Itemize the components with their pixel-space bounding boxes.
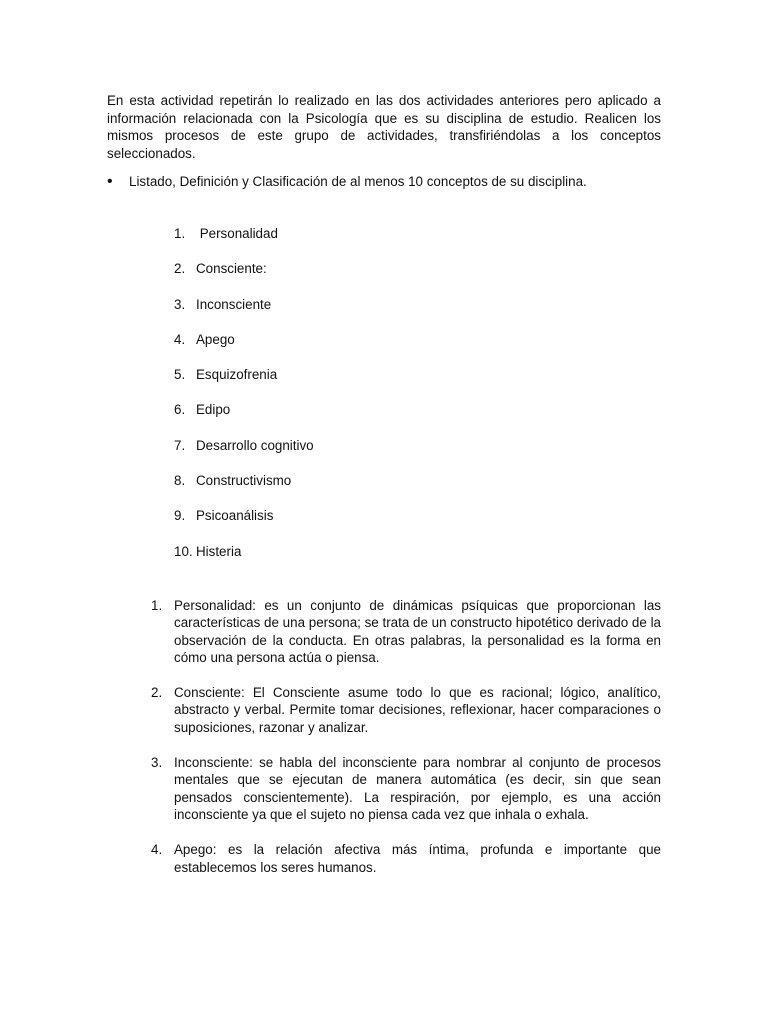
concept-item [174, 472, 314, 507]
concept-number: 4. [174, 331, 186, 347]
concept-label: Consciente: [196, 261, 267, 277]
concept-number: 2. [174, 261, 186, 277]
concept-label: Constructivismo [196, 473, 292, 489]
concept-item [174, 296, 314, 331]
concept-label: Psicoanálisis [196, 508, 274, 524]
concept-number: 6. [174, 402, 186, 418]
concept-label: Inconsciente [196, 296, 272, 312]
concept-number: 7. [174, 437, 186, 453]
concept-item [174, 260, 314, 295]
concept-number: 10. [174, 543, 193, 559]
bullet-item [107, 173, 667, 191]
concept-label: Esquizofrenia [196, 367, 278, 383]
concept-item [174, 366, 314, 401]
concept-item [174, 225, 314, 260]
definition-list [151, 597, 661, 894]
concept-number: 9. [174, 508, 186, 524]
concept-item [174, 437, 314, 472]
concept-label: Edipo [196, 402, 231, 418]
definition-number: 2. [151, 685, 163, 701]
definition-item [151, 754, 661, 823]
concept-item [174, 331, 314, 366]
concept-list [174, 225, 314, 578]
bullet-text: Listado, Definición y Clasificación de al menos 10 conceptos de su disciplina. [129, 174, 587, 189]
concept-label: Histeria [196, 543, 242, 559]
definition-item [151, 684, 661, 736]
definition-text: Apego: es la relación afectiva más íntima, profunda e importante que establecemos los seres humanos. [174, 842, 661, 875]
concept-number: 1. [174, 226, 186, 241]
concept-item [174, 507, 314, 542]
concept-label: Personalidad [196, 226, 278, 241]
bullet-icon: • [107, 173, 113, 190]
definition-text: Consciente: El Consciente asume todo lo que es racional; lógico, analítico, abstracto y verbal. Permite tomar decisiones, reflexionar, hacer comparaciones o suposiciones, razonar y analizar. [174, 685, 661, 735]
definition-number: 1. [151, 598, 163, 613]
concept-item [174, 401, 314, 436]
definition-item [151, 841, 661, 876]
concept-item [174, 543, 314, 578]
concept-number: 8. [174, 473, 186, 489]
definition-text: Personalidad: es un conjunto de dinámicas psíquicas que proporcionan las características de una persona; se trata de un constructo hipotético derivado de la observación de la conducta. En otras palabras, la personalidad es la forma en cómo una persona actúa o piensa. [174, 598, 661, 665]
concept-number: 5. [174, 367, 186, 383]
definition-number: 4. [151, 842, 163, 858]
concept-number: 3. [174, 296, 186, 312]
concept-label: Desarrollo cognitivo [196, 437, 314, 453]
concept-label: Apego [196, 331, 235, 347]
definition-number: 3. [151, 755, 163, 771]
intro-paragraph: En esta actividad repetirán lo realizado en las dos actividades anteriores pero aplicado a información relacionada con la Psicología que es su disciplina de estudio. Realicen los mismos procesos de este grupo de actividades, transfiriéndolas a los conceptos seleccionados. [107, 93, 661, 161]
definition-text: Inconsciente: se habla del inconsciente para nombrar al conjunto de procesos mentales que se ejecutan de manera automática (es decir, sin que sean pensados conscientemente). La respiración, por ejemplo, es una acción inconsciente ya que el sujeto no piensa cada vez que inhala o exhala. [174, 755, 661, 822]
definition-item [151, 597, 661, 666]
